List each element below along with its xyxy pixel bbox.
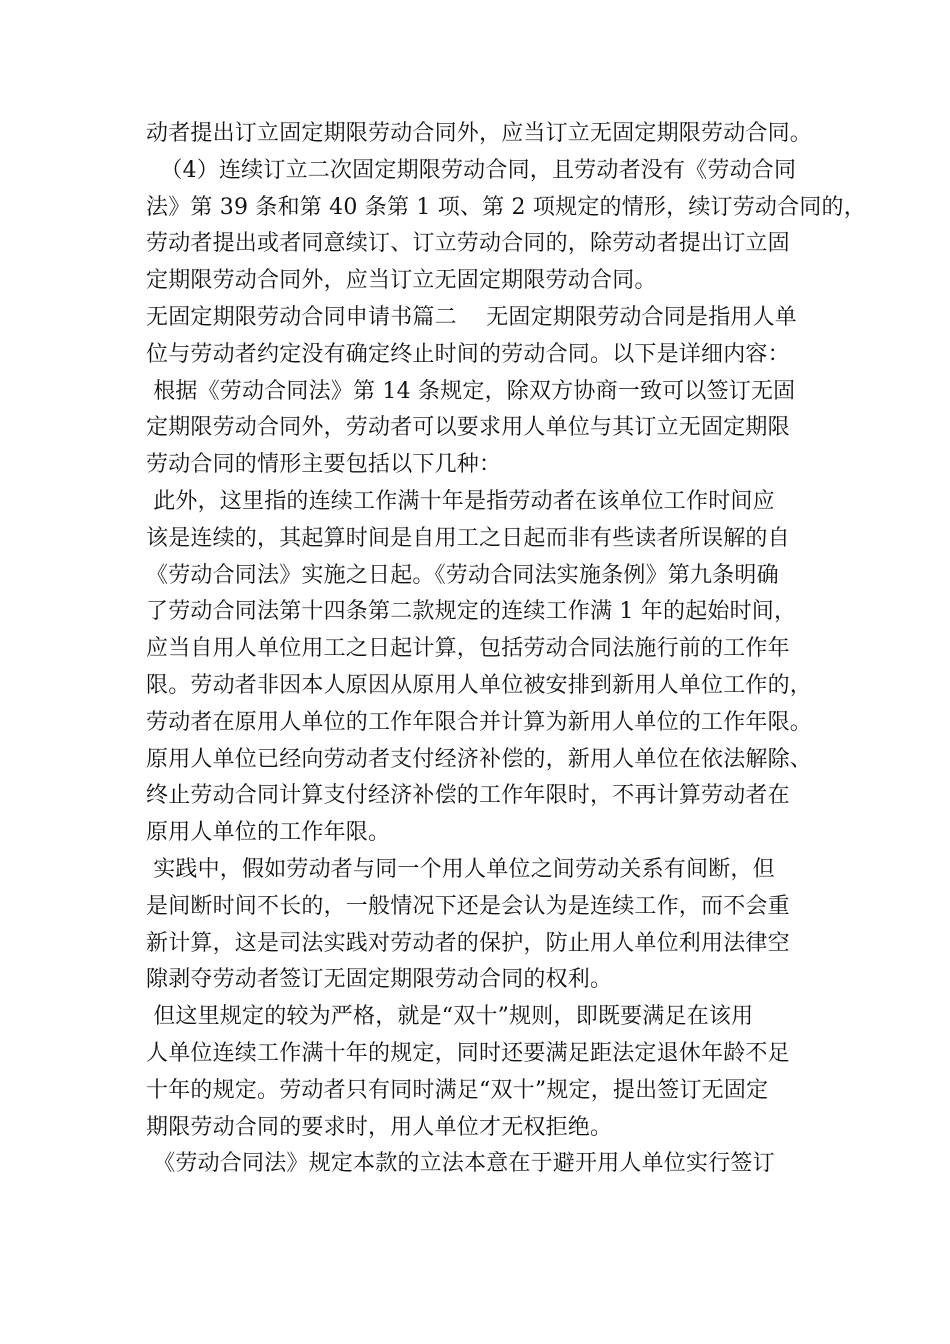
- text-line: 新计算，这是司法实践对劳动者的保护，防止用人单位利用法律空: [146, 930, 790, 956]
- text-line: 《劳动合同法》规定本款的立法本意在于避开用人单位实行签订: [146, 1151, 775, 1177]
- text-line: 劳动合同的情形主要包括以下几种：: [146, 452, 502, 478]
- text-line: 此外，这里指的连续工作满十年是指劳动者在该单位工作时间应: [146, 488, 775, 514]
- text-line: 该是连续的，其起算时间是自用工之日起而非有些读者所误解的自: [146, 525, 790, 551]
- text-line: 根据《劳动合同法》第 14 条规定，除双方协商一致可以签订无固: [146, 378, 796, 404]
- text-line: 终止劳动合同计算支付经济补偿的工作年限时，不再计算劳动者在: [146, 783, 790, 809]
- text-line: 定期限劳动合同外，应当订立无固定期限劳动合同。: [146, 268, 657, 294]
- text-line: 限。劳动者非因本人原因从原用人单位被安排到新用人单位工作的，: [146, 672, 813, 698]
- text-line: 动者提出订立固定期限劳动合同外，应当订立无固定期限劳动合同。: [146, 121, 813, 146]
- text-line: 原用人单位已经向劳动者支付经济补偿的，新用人单位在依法解除、: [146, 746, 813, 772]
- text-line: 劳动者提出或者同意续订、订立劳动合同的，除劳动者提出订立固: [146, 231, 790, 257]
- text-line: 劳动者在原用人单位的工作年限合并计算为新用人单位的工作年限。: [146, 709, 813, 735]
- text-line: 位与劳动者约定没有确定终止时间的劳动合同。以下是详细内容：: [146, 341, 790, 367]
- text-line: 十年的规定。劳动者只有同时满足“双十”规定，提出签订无固定: [146, 1077, 769, 1103]
- text-line: 应当自用人单位用工之日起计算，包括劳动合同法施行前的工作年: [146, 636, 790, 662]
- text-line: 定期限劳动合同外，劳动者可以要求用人单位与其订立无固定期限: [146, 415, 790, 441]
- text-line: 但这里规定的较为严格，就是“双十”规则，即既要满足在该用: [146, 1004, 754, 1030]
- text-line: （4）连续订立二次固定期限劳动合同，且劳动者没有《劳动合同: [146, 157, 797, 183]
- text-line: 人单位连续工作满十年的规定，同时还要满足距法定退休年龄不足: [146, 1040, 790, 1066]
- text-line: 期限劳动合同的要求时，用人单位才无权拒绝。: [146, 1114, 613, 1140]
- text-line: 了劳动合同法第十四条第二款规定的连续工作满 1 年的起始时间，: [146, 599, 797, 625]
- section-heading-line: 无固定期限劳动合同申请书篇二 无固定期限劳动合同是指用人单: [146, 304, 797, 330]
- text-line: 实践中，假如劳动者与同一个用人单位之间劳动关系有间断，但: [146, 856, 775, 882]
- document-body: [146, 116, 866, 1183]
- text-line: 是间断时间不长的，一般情况下还是会认为是连续工作，而不会重: [146, 893, 790, 919]
- text-line: 《劳动合同法》实施之日起。《劳动合同法实施条例》第九条明确: [146, 562, 779, 588]
- text-line: 法》第 39 条和第 40 条第 1 项、第 2 项规定的情形，续订劳动合同的，: [146, 194, 866, 220]
- text-line: 原用人单位的工作年限。: [146, 820, 391, 846]
- text-line: 隙剥夺劳动者签订无固定期限劳动合同的权利。: [146, 967, 613, 993]
